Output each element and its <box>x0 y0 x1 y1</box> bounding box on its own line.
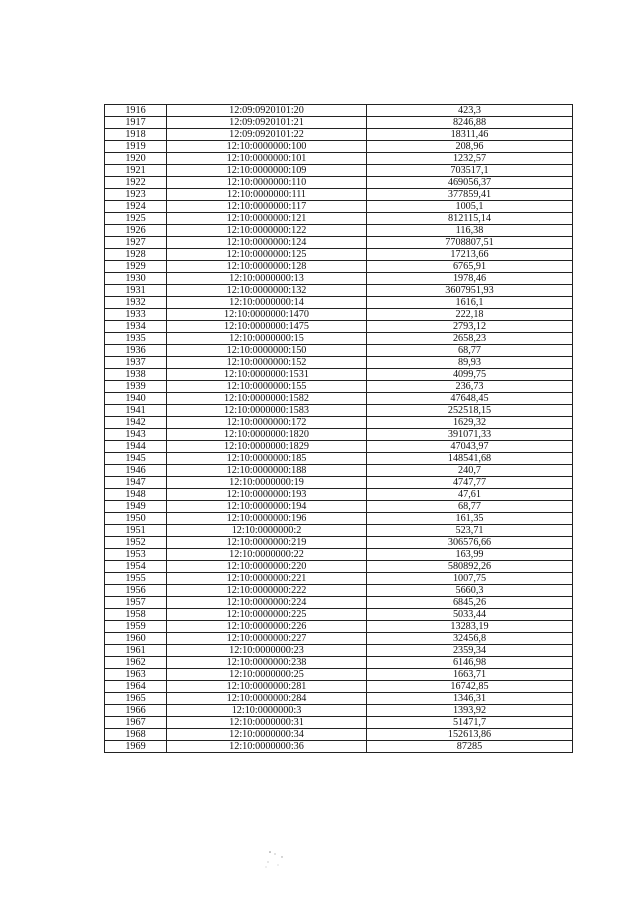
table-row <box>105 453 573 465</box>
cadastral-number-cell: 12:10:0000000:152 <box>167 357 367 369</box>
cadastral-number-cell: 12:10:0000000:222 <box>167 585 367 597</box>
table-row <box>105 741 573 753</box>
value-cell: 377859,41 <box>367 189 573 201</box>
cadastral-number-cell: 12:10:0000000:117 <box>167 201 367 213</box>
row-number-cell: 1938 <box>105 369 167 381</box>
value-cell: 8246,88 <box>367 117 573 129</box>
value-cell: 13283,19 <box>367 621 573 633</box>
cadastral-number-cell: 12:10:0000000:1531 <box>167 369 367 381</box>
cadastral-number-cell: 12:10:0000000:128 <box>167 261 367 273</box>
table-row <box>105 237 573 249</box>
cadastral-number-cell: 12:10:0000000:220 <box>167 561 367 573</box>
row-number-cell: 1943 <box>105 429 167 441</box>
table-row <box>105 573 573 585</box>
cadastral-number-cell: 12:10:0000000:238 <box>167 657 367 669</box>
row-number-cell: 1954 <box>105 561 167 573</box>
value-cell: 47043,97 <box>367 441 573 453</box>
row-number-cell: 1944 <box>105 441 167 453</box>
value-cell: 1346,31 <box>367 693 573 705</box>
value-cell: 6146,98 <box>367 657 573 669</box>
row-number-cell: 1930 <box>105 273 167 285</box>
table-row <box>105 321 573 333</box>
value-cell: 1232,57 <box>367 153 573 165</box>
table-row <box>105 513 573 525</box>
value-cell: 51471,7 <box>367 717 573 729</box>
value-cell: 161,35 <box>367 513 573 525</box>
value-cell: 148541,68 <box>367 453 573 465</box>
table-row <box>105 345 573 357</box>
table-row <box>105 609 573 621</box>
value-cell: 47,61 <box>367 489 573 501</box>
table-row <box>105 141 573 153</box>
cadastral-number-cell: 12:10:0000000:101 <box>167 153 367 165</box>
row-number-cell: 1928 <box>105 249 167 261</box>
row-number-cell: 1969 <box>105 741 167 753</box>
row-number-cell: 1936 <box>105 345 167 357</box>
value-cell: 469056,37 <box>367 177 573 189</box>
row-number-cell: 1937 <box>105 357 167 369</box>
table-row <box>105 549 573 561</box>
row-number-cell: 1959 <box>105 621 167 633</box>
cadastral-number-cell: 12:09:0920101:20 <box>167 105 367 117</box>
cadastral-number-cell: 12:10:0000000:122 <box>167 225 367 237</box>
value-cell: 3607951,93 <box>367 285 573 297</box>
table-row <box>105 381 573 393</box>
value-cell: 523,71 <box>367 525 573 537</box>
value-cell: 5660,3 <box>367 585 573 597</box>
row-number-cell: 1965 <box>105 693 167 705</box>
row-number-cell: 1918 <box>105 129 167 141</box>
table-row <box>105 357 573 369</box>
value-cell: 68,77 <box>367 345 573 357</box>
cadastral-number-cell: 12:10:0000000:31 <box>167 717 367 729</box>
table-row <box>105 225 573 237</box>
cadastral-number-cell: 12:10:0000000:1470 <box>167 309 367 321</box>
cadastral-number-cell: 12:10:0000000:125 <box>167 249 367 261</box>
cadastral-number-cell: 12:10:0000000:25 <box>167 669 367 681</box>
row-number-cell: 1951 <box>105 525 167 537</box>
table-row <box>105 693 573 705</box>
cadastral-number-cell: 12:10:0000000:22 <box>167 549 367 561</box>
table-row <box>105 177 573 189</box>
table-row <box>105 369 573 381</box>
row-number-cell: 1926 <box>105 225 167 237</box>
cadastral-number-cell: 12:10:0000000:2 <box>167 525 367 537</box>
cadastral-number-cell: 12:10:0000000:1582 <box>167 393 367 405</box>
cadastral-number-cell: 12:10:0000000:284 <box>167 693 367 705</box>
value-cell: 812115,14 <box>367 213 573 225</box>
table-row <box>105 165 573 177</box>
value-cell: 240,7 <box>367 465 573 477</box>
cadastral-number-cell: 12:10:0000000:219 <box>167 537 367 549</box>
row-number-cell: 1924 <box>105 201 167 213</box>
cadastral-number-cell: 12:10:0000000:14 <box>167 297 367 309</box>
table-row <box>105 465 573 477</box>
row-number-cell: 1940 <box>105 393 167 405</box>
value-cell: 163,99 <box>367 549 573 561</box>
row-number-cell: 1935 <box>105 333 167 345</box>
row-number-cell: 1955 <box>105 573 167 585</box>
value-cell: 423,3 <box>367 105 573 117</box>
row-number-cell: 1945 <box>105 453 167 465</box>
value-cell: 6765,91 <box>367 261 573 273</box>
value-cell: 2359,34 <box>367 645 573 657</box>
cadastral-number-cell: 12:10:0000000:121 <box>167 213 367 225</box>
row-number-cell: 1962 <box>105 657 167 669</box>
row-number-cell: 1956 <box>105 585 167 597</box>
row-number-cell: 1966 <box>105 705 167 717</box>
table-row <box>105 405 573 417</box>
row-number-cell: 1949 <box>105 501 167 513</box>
row-number-cell: 1934 <box>105 321 167 333</box>
table-row <box>105 729 573 741</box>
cadastral-number-cell: 12:10:0000000:224 <box>167 597 367 609</box>
value-cell: 17213,66 <box>367 249 573 261</box>
row-number-cell: 1961 <box>105 645 167 657</box>
table-row <box>105 201 573 213</box>
value-cell: 1616,1 <box>367 297 573 309</box>
row-number-cell: 1919 <box>105 141 167 153</box>
cadastral-number-cell: 12:10:0000000:111 <box>167 189 367 201</box>
value-cell: 68,77 <box>367 501 573 513</box>
value-cell: 89,93 <box>367 357 573 369</box>
table-row <box>105 441 573 453</box>
row-number-cell: 1941 <box>105 405 167 417</box>
value-cell: 7708807,51 <box>367 237 573 249</box>
row-number-cell: 1917 <box>105 117 167 129</box>
row-number-cell: 1925 <box>105 213 167 225</box>
row-number-cell: 1948 <box>105 489 167 501</box>
row-number-cell: 1968 <box>105 729 167 741</box>
table-row <box>105 537 573 549</box>
value-cell: 1393,92 <box>367 705 573 717</box>
row-number-cell: 1964 <box>105 681 167 693</box>
cadastral-number-cell: 12:10:0000000:188 <box>167 465 367 477</box>
table-row <box>105 705 573 717</box>
table-row <box>105 153 573 165</box>
value-cell: 2658,23 <box>367 333 573 345</box>
row-number-cell: 1929 <box>105 261 167 273</box>
value-cell: 306576,66 <box>367 537 573 549</box>
value-cell: 1663,71 <box>367 669 573 681</box>
row-number-cell: 1963 <box>105 669 167 681</box>
cadastral-number-cell: 12:10:0000000:36 <box>167 741 367 753</box>
value-cell: 391071,33 <box>367 429 573 441</box>
cadastral-number-cell: 12:09:0920101:22 <box>167 129 367 141</box>
value-cell: 16742,85 <box>367 681 573 693</box>
value-cell: 1005,1 <box>367 201 573 213</box>
table-row <box>105 285 573 297</box>
cadastral-number-cell: 12:10:0000000:226 <box>167 621 367 633</box>
table-row <box>105 309 573 321</box>
value-cell: 47648,45 <box>367 393 573 405</box>
cadastral-number-cell: 12:10:0000000:281 <box>167 681 367 693</box>
cadastral-number-cell: 12:10:0000000:132 <box>167 285 367 297</box>
value-cell: 703517,1 <box>367 165 573 177</box>
cadastral-number-cell: 12:10:0000000:150 <box>167 345 367 357</box>
value-cell: 6845,26 <box>367 597 573 609</box>
table-row <box>105 645 573 657</box>
value-cell: 4747,77 <box>367 477 573 489</box>
cadastral-number-cell: 12:10:0000000:15 <box>167 333 367 345</box>
value-cell: 236,73 <box>367 381 573 393</box>
row-number-cell: 1920 <box>105 153 167 165</box>
row-number-cell: 1922 <box>105 177 167 189</box>
row-number-cell: 1931 <box>105 285 167 297</box>
table-row <box>105 429 573 441</box>
cadastral-number-cell: 12:10:0000000:109 <box>167 165 367 177</box>
row-number-cell: 1916 <box>105 105 167 117</box>
table-body <box>105 105 573 753</box>
table-row <box>105 585 573 597</box>
value-cell: 2793,12 <box>367 321 573 333</box>
scan-speck-mark <box>258 848 298 870</box>
row-number-cell: 1946 <box>105 465 167 477</box>
row-number-cell: 1957 <box>105 597 167 609</box>
table-row <box>105 597 573 609</box>
table-row <box>105 261 573 273</box>
value-cell: 1978,46 <box>367 273 573 285</box>
cadastral-number-cell: 12:10:0000000:225 <box>167 609 367 621</box>
row-number-cell: 1958 <box>105 609 167 621</box>
cadastral-number-cell: 12:10:0000000:34 <box>167 729 367 741</box>
table-row <box>105 681 573 693</box>
value-cell: 252518,15 <box>367 405 573 417</box>
cadastral-number-cell: 12:10:0000000:100 <box>167 141 367 153</box>
table-row <box>105 117 573 129</box>
value-cell: 1007,75 <box>367 573 573 585</box>
cadastral-number-cell: 12:10:0000000:221 <box>167 573 367 585</box>
table-row <box>105 477 573 489</box>
row-number-cell: 1960 <box>105 633 167 645</box>
cadastral-number-cell: 12:09:0920101:21 <box>167 117 367 129</box>
value-cell: 222,18 <box>367 309 573 321</box>
value-cell: 116,38 <box>367 225 573 237</box>
value-cell: 87285 <box>367 741 573 753</box>
cadastral-number-cell: 12:10:0000000:1583 <box>167 405 367 417</box>
cadastral-number-cell: 12:10:0000000:185 <box>167 453 367 465</box>
cadastral-number-cell: 12:10:0000000:193 <box>167 489 367 501</box>
table-row <box>105 657 573 669</box>
value-cell: 32456,8 <box>367 633 573 645</box>
table-row <box>105 273 573 285</box>
table-row <box>105 105 573 117</box>
cadastral-number-cell: 12:10:0000000:3 <box>167 705 367 717</box>
row-number-cell: 1921 <box>105 165 167 177</box>
cadastral-number-cell: 12:10:0000000:1820 <box>167 429 367 441</box>
table-row <box>105 669 573 681</box>
row-number-cell: 1932 <box>105 297 167 309</box>
cadastral-number-cell: 12:10:0000000:23 <box>167 645 367 657</box>
cadastral-number-cell: 12:10:0000000:124 <box>167 237 367 249</box>
table-row <box>105 621 573 633</box>
table-row <box>105 633 573 645</box>
table-row <box>105 129 573 141</box>
table-row <box>105 417 573 429</box>
table-row <box>105 717 573 729</box>
value-cell: 580892,26 <box>367 561 573 573</box>
row-number-cell: 1939 <box>105 381 167 393</box>
row-number-cell: 1947 <box>105 477 167 489</box>
row-number-cell: 1933 <box>105 309 167 321</box>
cadastral-number-cell: 12:10:0000000:196 <box>167 513 367 525</box>
cadastral-number-cell: 12:10:0000000:13 <box>167 273 367 285</box>
row-number-cell: 1950 <box>105 513 167 525</box>
value-cell: 208,96 <box>367 141 573 153</box>
table-row <box>105 189 573 201</box>
cadastral-number-cell: 12:10:0000000:1475 <box>167 321 367 333</box>
cadastral-number-cell: 12:10:0000000:194 <box>167 501 367 513</box>
cadastral-number-cell: 12:10:0000000:110 <box>167 177 367 189</box>
value-cell: 4099,75 <box>367 369 573 381</box>
row-number-cell: 1923 <box>105 189 167 201</box>
table-row <box>105 213 573 225</box>
table-row <box>105 393 573 405</box>
cadastral-number-cell: 12:10:0000000:172 <box>167 417 367 429</box>
table-row <box>105 333 573 345</box>
row-number-cell: 1942 <box>105 417 167 429</box>
value-cell: 152613,86 <box>367 729 573 741</box>
value-cell: 1629,32 <box>367 417 573 429</box>
cadastral-number-cell: 12:10:0000000:1829 <box>167 441 367 453</box>
value-cell: 5033,44 <box>367 609 573 621</box>
row-number-cell: 1927 <box>105 237 167 249</box>
row-number-cell: 1952 <box>105 537 167 549</box>
cadastral-number-cell: 12:10:0000000:155 <box>167 381 367 393</box>
table-row <box>105 525 573 537</box>
table-row <box>105 489 573 501</box>
row-number-cell: 1967 <box>105 717 167 729</box>
table-row <box>105 297 573 309</box>
cadastral-value-table <box>104 104 573 753</box>
value-cell: 18311,46 <box>367 129 573 141</box>
table-row <box>105 561 573 573</box>
cadastral-number-cell: 12:10:0000000:227 <box>167 633 367 645</box>
table-row <box>105 249 573 261</box>
table-row <box>105 501 573 513</box>
row-number-cell: 1953 <box>105 549 167 561</box>
cadastral-number-cell: 12:10:0000000:19 <box>167 477 367 489</box>
